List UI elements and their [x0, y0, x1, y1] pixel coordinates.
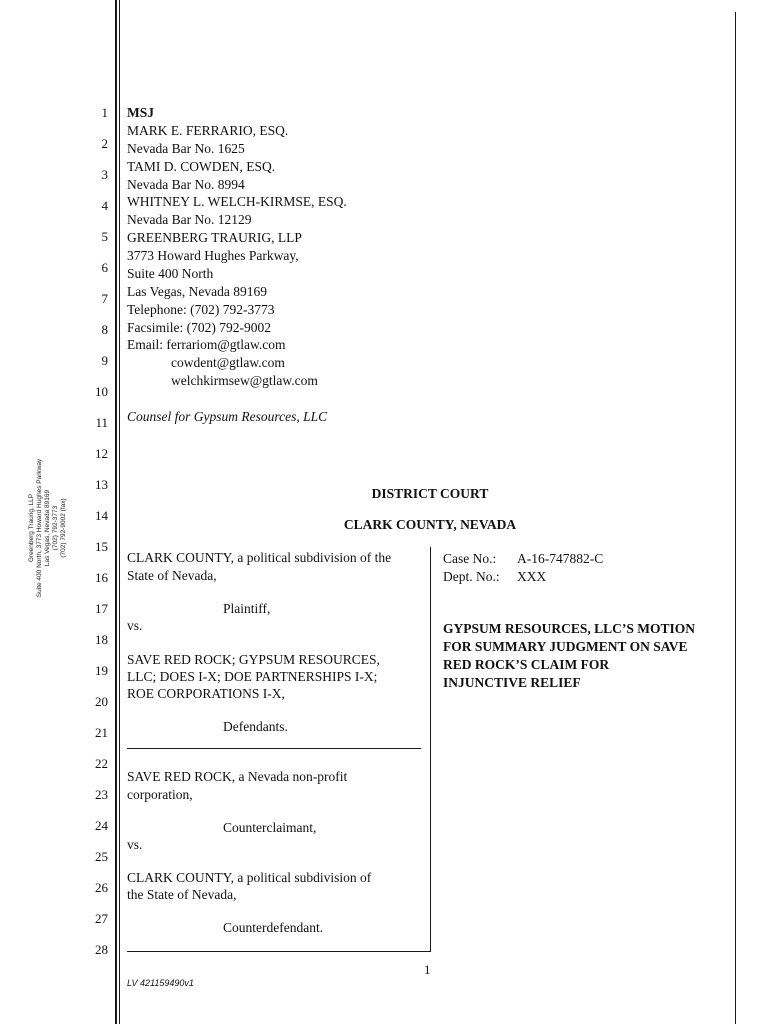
page-number: 1 [424, 962, 431, 977]
line-number: 25 [95, 849, 108, 864]
caption-party: ROE CORPORATIONS I-X, [127, 686, 285, 701]
firm-side-line: Las Vegas, Nevada 89169 [44, 489, 51, 567]
line-number: 4 [101, 198, 108, 213]
attorney-line: MARK E. FERRARIO, ESQ. [127, 123, 289, 138]
dept-number-label: Dept. No.: [443, 569, 500, 584]
caption-role: Counterclaimant, [223, 820, 317, 835]
line-number: 9 [101, 353, 108, 368]
caption-role: Counterdefendant. [223, 920, 324, 935]
caption-party: LLC; DOES I-X; DOE PARTNERSHIPS I-X; [127, 669, 378, 684]
line-number: 23 [95, 787, 108, 802]
document-id: LV 421159490v1 [127, 978, 194, 988]
line-number: 5 [101, 229, 108, 244]
attorney-line: TAMI D. COWDEN, ESQ. [127, 159, 276, 174]
caption-party: CLARK COUNTY, a political subdivision of [127, 870, 372, 885]
line-number: 22 [95, 756, 108, 771]
line-number: 20 [95, 694, 108, 709]
line-number: 14 [95, 508, 108, 523]
dept-number-value: XXX [517, 569, 547, 584]
motion-title-line: GYPSUM RESOURCES, LLC’S MOTION [443, 621, 696, 636]
left-margin-rule-2 [119, 0, 121, 1024]
attorney-line: 3773 Howard Hughes Parkway, [127, 248, 299, 263]
email-line: welchkirmsew@gtlaw.com [171, 373, 318, 388]
case-number-label: Case No.: [443, 551, 497, 566]
left-margin-rule-1 [115, 0, 117, 1024]
caption-role: Defendants. [223, 719, 288, 734]
caption-divider-vertical [430, 547, 431, 952]
caption-divider-bottom [127, 951, 431, 952]
caption-party: CLARK COUNTY, a political subdivision of the [127, 550, 392, 565]
line-number: 6 [101, 260, 108, 275]
attorney-line: Nevada Bar No. 12129 [127, 212, 252, 227]
caption-vs: vs. [127, 618, 143, 633]
right-margin-rule [735, 12, 736, 1024]
case-number-value: A-16-747882-C [517, 551, 604, 566]
email-line: Email: ferrariom@gtlaw.com [127, 337, 286, 352]
court-name: DISTRICT COURT [371, 486, 489, 501]
court-county: CLARK COUNTY, NEVADA [343, 517, 517, 532]
line-number: 13 [95, 477, 108, 492]
email-line: cowdent@gtlaw.com [171, 355, 285, 370]
line-number: 26 [95, 880, 108, 895]
caption-party: the State of Nevada, [127, 887, 237, 902]
motion-title-line: FOR SUMMARY JUDGMENT ON SAVE [443, 639, 688, 654]
line-number: 28 [95, 942, 108, 957]
line-number: 8 [101, 322, 108, 337]
line-number: 21 [95, 725, 108, 740]
firm-side-line: Suite 400 North, 3773 Howard Hughes Parkway [36, 458, 43, 598]
motion-title-line: INJUNCTIVE RELIEF [443, 675, 581, 690]
firm-side-line: Greenberg Traurig, LLP [28, 493, 35, 563]
attorney-line: Las Vegas, Nevada 89169 [127, 284, 267, 299]
line-number: 27 [95, 911, 108, 926]
caption-party: corporation, [127, 787, 193, 802]
line-number: 1 [101, 105, 108, 120]
attorney-line: Nevada Bar No. 1625 [127, 141, 245, 156]
attorney-line: Telephone: (702) 792-3773 [127, 302, 275, 317]
line-number: 3 [101, 167, 108, 182]
caption-party: State of Nevada, [127, 568, 217, 583]
attorney-line: WHITNEY L. WELCH-KIRMSE, ESQ. [127, 194, 347, 209]
attorney-line: GREENBERG TRAURIG, LLP [127, 230, 302, 245]
counsel-for: Counsel for Gypsum Resources, LLC [127, 409, 328, 424]
attorney-line: Facsimile: (702) 792-9002 [127, 320, 271, 335]
line-number: 16 [95, 570, 108, 585]
line-number: 24 [95, 818, 108, 833]
caption-role: Plaintiff, [223, 601, 271, 616]
attorney-line: Suite 400 North [127, 266, 214, 281]
firm-side-stamp [28, 428, 68, 628]
firm-side-line: (702) 792-3773 [52, 505, 59, 551]
firm-side-line: (702) 792-9002 (fax) [60, 498, 67, 558]
attorney-line: Nevada Bar No. 8994 [127, 177, 245, 192]
motion-title [443, 620, 743, 692]
caption-party: SAVE RED ROCK; GYPSUM RESOURCES, [127, 652, 380, 667]
line-number: 12 [95, 446, 108, 461]
caption-divider-middle [127, 748, 421, 749]
line-number: 19 [95, 663, 108, 678]
doc-type: MSJ [127, 105, 154, 120]
line-number: 2 [101, 136, 108, 151]
line-number: 11 [95, 415, 108, 430]
line-number: 17 [95, 601, 108, 616]
motion-title-line: RED ROCK’S CLAIM FOR [443, 657, 610, 672]
line-number: 10 [95, 384, 108, 399]
caption-party: SAVE RED ROCK, a Nevada non-profit [127, 769, 348, 784]
caption-vs: vs. [127, 837, 143, 852]
line-number: 15 [95, 539, 108, 554]
line-number: 18 [95, 632, 108, 647]
line-number: 7 [101, 291, 108, 306]
